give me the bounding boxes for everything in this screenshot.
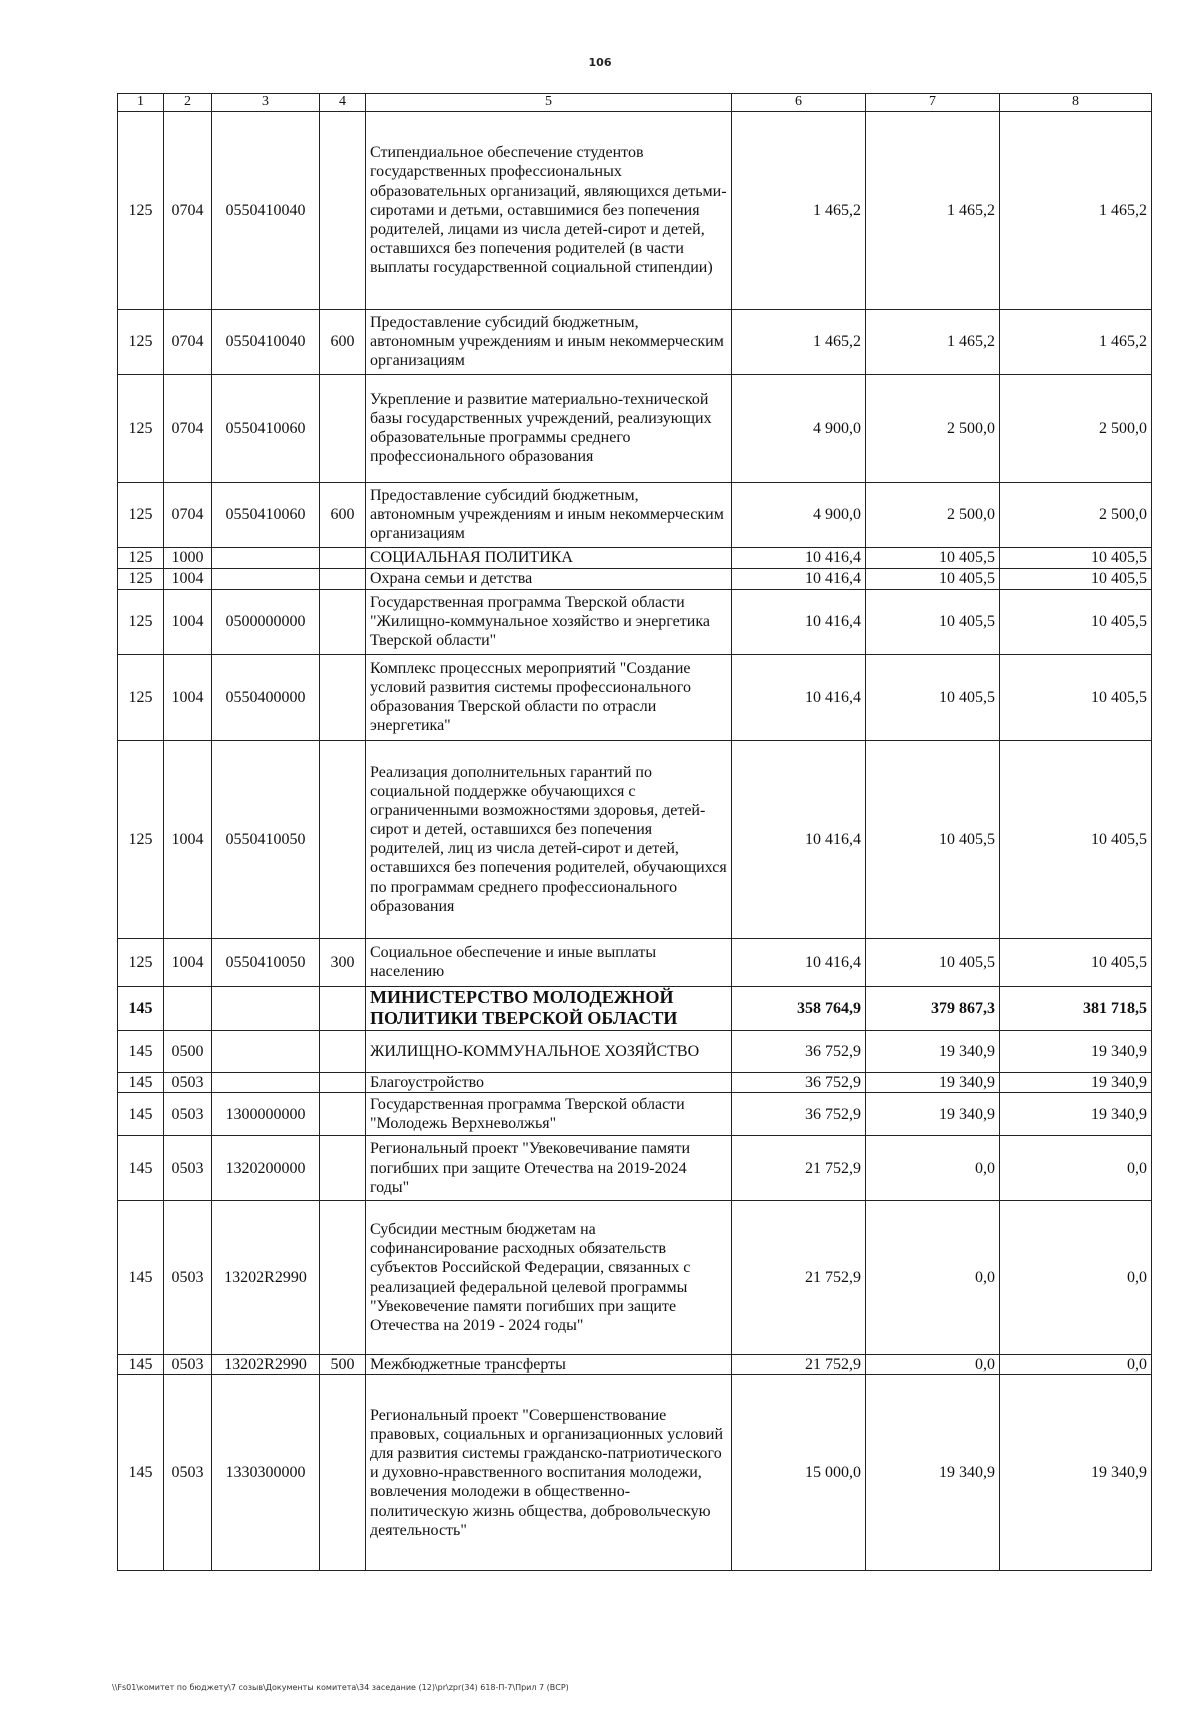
- cell-section-code: 0503: [164, 1072, 212, 1092]
- cell-amount-year-1: 10 416,4: [732, 938, 866, 986]
- cell-admin-code: 125: [118, 938, 164, 986]
- cell-description: Государственная программа Тверской области "Молодежь Верхневолжья": [366, 1093, 732, 1136]
- cell-amount-year-2: 1 465,2: [866, 111, 1000, 309]
- cell-description: Комплекс процессных мероприятий "Создание условий развития системы профессионального образования Тверской области по отрасли энергетика": [366, 654, 732, 740]
- cell-admin-code: 125: [118, 568, 164, 589]
- cell-amount-year-3: 0,0: [1000, 1136, 1152, 1201]
- cell-section-code: 0500: [164, 1030, 212, 1072]
- cell-section-code: 0503: [164, 1136, 212, 1201]
- cell-amount-year-2: 0,0: [866, 1355, 1000, 1375]
- cell-description: Региональный проект "Увековечивание памяти погибших при защите Отечества на 2019-2024 годы": [366, 1136, 732, 1201]
- cell-expense-type: [320, 374, 366, 482]
- cell-expense-type: [320, 654, 366, 740]
- cell-amount-year-3: 19 340,9: [1000, 1072, 1152, 1092]
- cell-section-code: 0704: [164, 482, 212, 547]
- header-row: [118, 94, 1152, 112]
- cell-target-article: 0550410050: [212, 740, 320, 938]
- cell-admin-code: 125: [118, 374, 164, 482]
- cell-section-code: 1004: [164, 568, 212, 589]
- cell-admin-code: 125: [118, 482, 164, 547]
- cell-amount-year-3: 19 340,9: [1000, 1030, 1152, 1072]
- cell-amount-year-2: 0,0: [866, 1201, 1000, 1355]
- cell-target-article: 0550400000: [212, 654, 320, 740]
- cell-admin-code: 125: [118, 309, 164, 374]
- cell-amount-year-1: 21 752,9: [732, 1136, 866, 1201]
- cell-description: Укрепление и развитие материально-технической базы государственных учреждений, реализующих образовательные программы среднего профессионального образования: [366, 374, 732, 482]
- table-row: [118, 1030, 1152, 1072]
- cell-description: МИНИСТЕРСТВО МОЛОДЕЖНОЙ ПОЛИТИКИ ТВЕРСКОЙ ОБЛАСТИ: [366, 986, 732, 1030]
- cell-expense-type: [320, 568, 366, 589]
- cell-amount-year-2: 10 405,5: [866, 654, 1000, 740]
- cell-amount-year-2: 1 465,2: [866, 309, 1000, 374]
- cell-admin-code: 145: [118, 1201, 164, 1355]
- cell-amount-year-2: 2 500,0: [866, 482, 1000, 547]
- table-row: [118, 309, 1152, 374]
- cell-expense-type: 500: [320, 1355, 366, 1375]
- cell-section-code: 0503: [164, 1375, 212, 1571]
- cell-section-code: 0704: [164, 309, 212, 374]
- table-row: [118, 938, 1152, 986]
- cell-admin-code: 125: [118, 740, 164, 938]
- table-row: [118, 568, 1152, 589]
- cell-expense-type: [320, 986, 366, 1030]
- table-row: [118, 986, 1152, 1030]
- cell-admin-code: 145: [118, 1355, 164, 1375]
- header-col-3: 3: [212, 94, 320, 112]
- header-col-4: 4: [320, 94, 366, 112]
- cell-section-code: 1004: [164, 654, 212, 740]
- cell-section-code: 1004: [164, 740, 212, 938]
- cell-amount-year-2: 10 405,5: [866, 568, 1000, 589]
- cell-admin-code: 145: [118, 1030, 164, 1072]
- cell-target-article: 0550410060: [212, 482, 320, 547]
- cell-description: Предоставление субсидий бюджетным, автономным учреждениям и иным некоммерческим организациям: [366, 482, 732, 547]
- cell-amount-year-1: 1 465,2: [732, 111, 866, 309]
- cell-description: Стипендиальное обеспечение студентов государственных профессиональных образовательных организаций, являющихся детьми-сиротами и детьми, оставшимися без попечения родителей, лицами из числа детей-сирот и детей, оставшихся без попечения родителей (в части выплаты государственной социальной стипендии): [366, 111, 732, 309]
- cell-amount-year-3: 19 340,9: [1000, 1375, 1152, 1571]
- cell-amount-year-1: 21 752,9: [732, 1355, 866, 1375]
- table-row: [118, 1093, 1152, 1136]
- cell-amount-year-2: 10 405,5: [866, 740, 1000, 938]
- cell-amount-year-3: 1 465,2: [1000, 309, 1152, 374]
- cell-target-article: 0550410050: [212, 938, 320, 986]
- table-body: [118, 111, 1152, 1571]
- cell-amount-year-2: 379 867,3: [866, 986, 1000, 1030]
- cell-amount-year-2: 19 340,9: [866, 1375, 1000, 1571]
- cell-expense-type: [320, 111, 366, 309]
- cell-description: Социальное обеспечение и иные выплаты населению: [366, 938, 732, 986]
- cell-description: Реализация дополнительных гарантий по социальной поддержке обучающихся с ограниченными возможностями здоровья, детей-сирот и детей, оставшихся без попечения родителей, лиц из числа детей-сирот и детей, оставшихся без попечения родителей, обучающихся по программам среднего профессионального образования: [366, 740, 732, 938]
- cell-amount-year-2: 10 405,5: [866, 547, 1000, 568]
- cell-description: СОЦИАЛЬНАЯ ПОЛИТИКА: [366, 547, 732, 568]
- cell-expense-type: [320, 589, 366, 654]
- cell-amount-year-3: 10 405,5: [1000, 589, 1152, 654]
- cell-target-article: 13202R2990: [212, 1355, 320, 1375]
- cell-admin-code: 125: [118, 111, 164, 309]
- header-col-1: 1: [118, 94, 164, 112]
- table-row: [118, 1201, 1152, 1355]
- cell-target-article: 1330300000: [212, 1375, 320, 1571]
- footer-file-path: \\Fs01\комитет по бюджету\7 созыв\Документы комитета\34 заседание (12)\pr\zpr(34) 618-П-7\Прил 7 (ВСР): [112, 1683, 569, 1692]
- cell-expense-type: 600: [320, 309, 366, 374]
- cell-amount-year-2: 19 340,9: [866, 1072, 1000, 1092]
- cell-amount-year-1: 358 764,9: [732, 986, 866, 1030]
- cell-amount-year-1: 36 752,9: [732, 1030, 866, 1072]
- cell-amount-year-3: 10 405,5: [1000, 740, 1152, 938]
- cell-amount-year-2: 19 340,9: [866, 1030, 1000, 1072]
- cell-amount-year-1: 36 752,9: [732, 1093, 866, 1136]
- table-row: [118, 374, 1152, 482]
- cell-amount-year-1: 10 416,4: [732, 568, 866, 589]
- cell-amount-year-2: 10 405,5: [866, 589, 1000, 654]
- cell-expense-type: [320, 1093, 366, 1136]
- cell-expense-type: [320, 1136, 366, 1201]
- cell-amount-year-3: 10 405,5: [1000, 547, 1152, 568]
- cell-amount-year-3: 10 405,5: [1000, 938, 1152, 986]
- cell-description: Государственная программа Тверской области "Жилищно-коммунальное хозяйство и энергетика Тверской области": [366, 589, 732, 654]
- cell-target-article: 0550410040: [212, 111, 320, 309]
- cell-amount-year-3: 1 465,2: [1000, 111, 1152, 309]
- cell-amount-year-1: 10 416,4: [732, 547, 866, 568]
- cell-section-code: 0503: [164, 1093, 212, 1136]
- cell-amount-year-1: 15 000,0: [732, 1375, 866, 1571]
- cell-target-article: [212, 1072, 320, 1092]
- header-col-8: 8: [1000, 94, 1152, 112]
- cell-section-code: 0503: [164, 1201, 212, 1355]
- cell-target-article: [212, 547, 320, 568]
- cell-amount-year-1: 10 416,4: [732, 740, 866, 938]
- cell-amount-year-1: 10 416,4: [732, 589, 866, 654]
- cell-amount-year-3: 10 405,5: [1000, 654, 1152, 740]
- cell-admin-code: 125: [118, 654, 164, 740]
- cell-amount-year-2: 2 500,0: [866, 374, 1000, 482]
- cell-description: Предоставление субсидий бюджетным, автономным учреждениям и иным некоммерческим организациям: [366, 309, 732, 374]
- cell-admin-code: 125: [118, 547, 164, 568]
- budget-table: [117, 93, 1152, 1571]
- cell-amount-year-3: 0,0: [1000, 1201, 1152, 1355]
- table-row: [118, 1375, 1152, 1571]
- cell-expense-type: [320, 1030, 366, 1072]
- cell-admin-code: 125: [118, 589, 164, 654]
- cell-amount-year-3: 10 405,5: [1000, 568, 1152, 589]
- table-row: [118, 589, 1152, 654]
- cell-admin-code: 145: [118, 1375, 164, 1571]
- cell-description: Охрана семьи и детства: [366, 568, 732, 589]
- cell-target-article: 0550410060: [212, 374, 320, 482]
- cell-target-article: [212, 568, 320, 589]
- cell-expense-type: [320, 1375, 366, 1571]
- cell-section-code: 1000: [164, 547, 212, 568]
- cell-expense-type: [320, 1201, 366, 1355]
- header-col-7: 7: [866, 94, 1000, 112]
- table-row: [118, 1355, 1152, 1375]
- cell-admin-code: 145: [118, 986, 164, 1030]
- table-row: [118, 1136, 1152, 1201]
- cell-admin-code: 145: [118, 1072, 164, 1092]
- cell-amount-year-3: 19 340,9: [1000, 1093, 1152, 1136]
- cell-target-article: 13202R2990: [212, 1201, 320, 1355]
- table-row: [118, 111, 1152, 309]
- page-number: 106: [588, 56, 612, 69]
- cell-target-article: 1300000000: [212, 1093, 320, 1136]
- cell-target-article: 1320200000: [212, 1136, 320, 1201]
- cell-description: Региональный проект "Совершенствование правовых, социальных и организационных условий для развития системы гражданско-патриотического и духовно-нравственного воспитания молодежи, вовлечения молодежи в общественно-политическую жизнь общества, добровольческую деятельность": [366, 1375, 732, 1571]
- cell-amount-year-2: 19 340,9: [866, 1093, 1000, 1136]
- cell-description: Благоустройство: [366, 1072, 732, 1092]
- table-row: [118, 740, 1152, 938]
- cell-target-article: 0500000000: [212, 589, 320, 654]
- cell-expense-type: 300: [320, 938, 366, 986]
- cell-section-code: 1004: [164, 589, 212, 654]
- cell-amount-year-1: 4 900,0: [732, 482, 866, 547]
- cell-amount-year-1: 36 752,9: [732, 1072, 866, 1092]
- cell-expense-type: 600: [320, 482, 366, 547]
- cell-amount-year-1: 1 465,2: [732, 309, 866, 374]
- cell-section-code: 0704: [164, 111, 212, 309]
- table-row: [118, 547, 1152, 568]
- cell-admin-code: 145: [118, 1093, 164, 1136]
- cell-amount-year-2: 10 405,5: [866, 938, 1000, 986]
- cell-section-code: 1004: [164, 938, 212, 986]
- cell-amount-year-3: 381 718,5: [1000, 986, 1152, 1030]
- cell-description: Межбюджетные трансферты: [366, 1355, 732, 1375]
- cell-amount-year-1: 10 416,4: [732, 654, 866, 740]
- cell-target-article: [212, 1030, 320, 1072]
- cell-target-article: 0550410040: [212, 309, 320, 374]
- cell-expense-type: [320, 1072, 366, 1092]
- cell-expense-type: [320, 740, 366, 938]
- cell-amount-year-3: 2 500,0: [1000, 374, 1152, 482]
- cell-admin-code: 145: [118, 1136, 164, 1201]
- header-col-2: 2: [164, 94, 212, 112]
- table-row: [118, 1072, 1152, 1092]
- cell-target-article: [212, 986, 320, 1030]
- table-row: [118, 654, 1152, 740]
- table-row: [118, 482, 1152, 547]
- cell-description: ЖИЛИЩНО-КОММУНАЛЬНОЕ ХОЗЯЙСТВО: [366, 1030, 732, 1072]
- cell-amount-year-3: 2 500,0: [1000, 482, 1152, 547]
- table-header: [118, 94, 1152, 112]
- header-col-5: 5: [366, 94, 732, 112]
- cell-section-code: 0704: [164, 374, 212, 482]
- cell-amount-year-1: 4 900,0: [732, 374, 866, 482]
- cell-amount-year-3: 0,0: [1000, 1355, 1152, 1375]
- cell-amount-year-1: 21 752,9: [732, 1201, 866, 1355]
- cell-amount-year-2: 0,0: [866, 1136, 1000, 1201]
- cell-section-code: 0503: [164, 1355, 212, 1375]
- header-col-6: 6: [732, 94, 866, 112]
- cell-description: Субсидии местным бюджетам на софинансирование расходных обязательств субъектов Российской Федерации, связанных с реализацией федеральной целевой программы "Увековечение памяти погибших при защите Отечества на 2019 - 2024 годы": [366, 1201, 732, 1355]
- cell-expense-type: [320, 547, 366, 568]
- cell-section-code: [164, 986, 212, 1030]
